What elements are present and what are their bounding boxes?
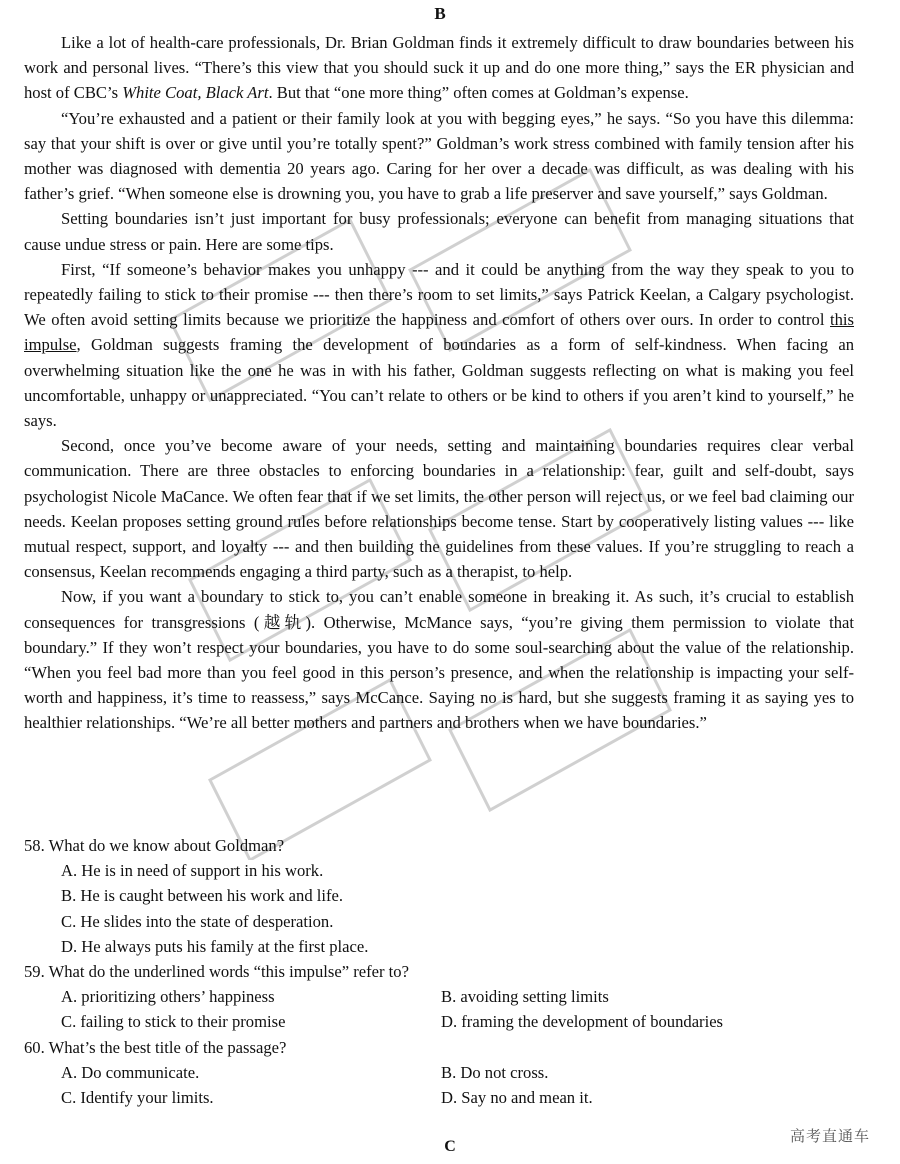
- options-grid: [24, 1060, 854, 1110]
- paragraph-text: , Goldman suggests framing the development of boundaries as a form of self-kindness. When facing an overwhelming situation like the one he was in with his father, Goldman suggests reflecting on what is making you feel uncomfortable, unhappy or unappreciated. “You can’t relate to others or be kind to others if you aren’t kind to yourself,” he says.: [24, 335, 854, 431]
- question-60-stem: 60. What’s the best title of the passage?: [24, 1037, 287, 1057]
- reading-passage: [24, 30, 854, 736]
- option: D. framing the development of boundaries: [441, 1012, 724, 1032]
- option: C. He slides into the state of desperation.: [61, 911, 334, 931]
- questions: [24, 833, 854, 1110]
- paragraph-text: Like a lot of health-care professionals, Dr. Brian Goldman finds it extremely difficult to draw boundaries between his work and personal lives. “There’s this view that you should suck it up and do one more thing,” says the ER physician and host of CBC’s: [24, 33, 854, 103]
- question-59-stem: 59. What do the underlined words “this impulse” refer to?: [24, 962, 409, 982]
- paragraph-3: Setting boundaries isn’t just important for busy professionals; everyone can benefit from managing situations that cause undue stress or pain. Here are some tips.: [24, 209, 854, 254]
- option: B. Do not cross.: [441, 1062, 549, 1082]
- option: B. avoiding setting limits: [441, 987, 609, 1007]
- option: C. failing to stick to their promise: [61, 1012, 286, 1032]
- option: A. Do communicate.: [61, 1062, 200, 1082]
- section-title: B: [434, 4, 446, 23]
- paragraph-text: . But that “one more thing” often comes at Goldman’s expense.: [268, 83, 689, 103]
- underlined-words: this impulse: [24, 310, 854, 355]
- option: D. He always puts his family at the first place.: [61, 936, 369, 956]
- option: C. Identify your limits.: [61, 1088, 214, 1108]
- option: D. Say no and mean it.: [441, 1088, 593, 1108]
- option: A. He is in need of support in his work.: [61, 861, 324, 881]
- paragraph-5: Second, once you’ve become aware of your needs, setting and maintaining boundaries requires clear verbal communication. There are three obstacles to enforcing boundaries in a relationship: fear, guilt and self-doubt, says psychologist Nicole MaCance. We often fear that if we set limits, the other person will reject us, or we feel bad claiming our needs. Keelan proposes setting ground rules before relationships become tense. Start by cooperatively listing values --- like mutual respect, support, and loyalty --- and then building the guidelines from these values. If you’re struggling to reach a consensus, Keelan recommends engaging a third party, such as a therapist, to help.: [24, 436, 854, 582]
- paragraph-1: [24, 30, 854, 106]
- option: A. prioritizing others’ happiness: [61, 987, 275, 1007]
- option: B. He is caught between his work and life.: [61, 886, 344, 906]
- paragraph-6: Now, if you want a boundary to stick to, you can’t enable someone in breaking it. As such, it’s crucial to establish consequences for transgressions (越轨). Otherwise, McMance says, “you’re giving them permission to violate that boundary.” If they won’t respect your boundaries, you have to do some soul-searching about the value of the relationship. “When you feel bad more than you feel good in this person’s presence, and when the relationship is impacting your self-worth and happiness, it’s time to reassess,” says McCance. Saying no is hard, but she suggests framing it as saying yes to healthier relationships. “We’re all better mothers and partners and brothers when we have boundaries.”: [24, 587, 854, 733]
- paragraph-2: “You’re exhausted and a patient or their family look at you with begging eyes,” he says. “So you have this dilemma: say that your shift is over or give until you’re totally spent?” Goldman’s work stress combined with family tension after his mother was diagnosed with dementia 20 years ago. Caring for her over a decade was difficult, as was dealing with his father’s grief. “When someone else is drowning you, you have to grab a life preserver and save yourself,” says Goldman.: [24, 108, 854, 204]
- logo-text: 高考直通车: [790, 1127, 871, 1145]
- next-section-title: C: [444, 1138, 456, 1155]
- options-grid: [24, 984, 854, 1034]
- show-title: White Coat, Black Art: [122, 83, 269, 103]
- paragraph-text: First, “If someone’s behavior makes you unhappy --- and it could be anything from the way they speak to you to repeatedly failing to stick to their promise --- then there’s room to set limits,” says Patrick Keelan, a Calgary psychologist. We often avoid setting limits because we prioritize the happiness and comfort of others over ours. In order to control: [24, 259, 854, 330]
- paragraph-4: [24, 257, 854, 433]
- question-58-stem: 58. What do we know about Goldman?: [24, 836, 285, 855]
